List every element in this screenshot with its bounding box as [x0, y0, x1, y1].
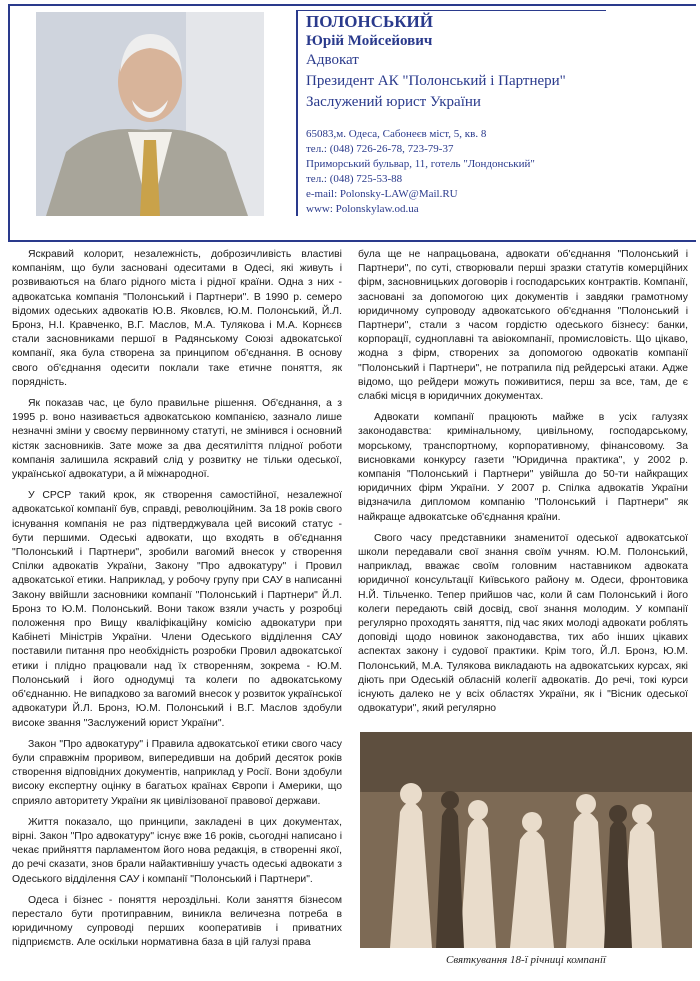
contact-phone: тел.: (048) 726-26-78, 723-79-37 [306, 143, 454, 155]
title-line: Президент АК "Полонський і Партнери" [306, 73, 566, 89]
article-paragraph: Адвокати компанії працюють майже в усіх галузях законодавства: кримінальному, цивільному, господарському, морському, транспортному, корпоративному, фінансовому. За висновками конкурсу газети "Юридична практика", у 2002 р. компанія "Полонський і Партнери" увійшла до 50-ти найкращих юридичних фірм України. У 2007 р. Спілка адвокатів України відзначила дипломом компанію "Полонський і Партнери" як найкраще адвокатське об'єднання країни. [358, 412, 688, 523]
article-paragraph: Як показав час, це було правильне рішення. Об'єднання, а з 1995 р. воно називається адвокатською компанією, зазнало лише незначні зміни у своєму первинному статуті, не змінився і основний кістяк засновників. Зате може за два десятиліття плідної роботи компанія залишила яскравий слід у розвитку не тільки одеської, української адвокатури, а й міжнародної. [12, 398, 342, 481]
header-left-rule [8, 4, 10, 242]
header-top-rule [8, 4, 696, 6]
header-bottom-rule [8, 240, 696, 242]
portrait-illustration [36, 12, 264, 216]
article-column-right [358, 248, 688, 724]
anniversary-photo [360, 732, 692, 948]
article-paragraph: Одеса і бізнес - поняття нероздільні. Коли заняття бізнесом перестало бути протиправним, виникла величезна потреба в юридичному супроводі перших кооперативів і приватних підприємств. Але оскільки нормативна база в цій галузі права [12, 894, 342, 949]
contact-email[interactable]: e-mail: Polonsky-LAW@Mail.RU [306, 188, 458, 200]
photo-caption: Святкування 18-ї річниці компанії [446, 954, 606, 966]
article-paragraph: У СРСР такий крок, як створення самостійної, незалежної адвокатської компанії був, справді, революційним. За 18 років свого існування компанія не раз підтверджувала цей високий статус - бути першими. Одеські адвокати, що входять в об'єднання "Полонський і Партнери", зробили вагомий внесок у створення Спілки адвокатів України, Закону "Про адвокатуру" і Провил адвокатської етики. Наприклад, у робочу групу при САУ в написанні Закону ввійшли засновники компанії "Полонський і Партнери" Й.Л. Бронз то Ю.М. Полонський. Вони також взяли участь у розробці положення про Вищу кваліфікаційну комісію адвокатури при Кабінеті Міністрів України. Члени Одеського відділення САУ поставили питання про необхідність розробки Провил адвокатської етики і плідно працювали над їх створенням, зокрема - Ю.М. Полонський і його однодумці та колеги по адвокатському об'єднанню. Не випадково за вагомий внесок у розвиток української адвокатури Й.Л. Бронз, Ю.М. Полонський і В.Г. Маслов здобули високе звання "Заслужений юрист України". [12, 490, 342, 729]
contact-address: Приморський бульвар, 11, готель "Лондонський" [306, 158, 535, 170]
title-line: Адвокат [306, 52, 359, 68]
last-name: ПОЛОНСЬКИЙ [306, 12, 434, 31]
contact-phone: тел.: (048) 725-53-88 [306, 173, 403, 185]
contact-block [296, 10, 606, 216]
contact-website[interactable]: www: Polonskylaw.od.ua [306, 203, 419, 215]
contact-address: 65083,м. Одеса, Сабонеєв міст, 5, кв. 8 [306, 128, 487, 140]
profile-header [0, 0, 700, 240]
article-column-left [12, 248, 342, 958]
portrait-photo [36, 12, 264, 216]
article-paragraph: була ще не напрацьована, адвокати об'єднання "Полонський і Партнери", по суті, створювали перші зразки статутів комерційних фірм, засновницьких договорів і господарських контрактів. Компанії, засновані за допомогою цих документів і завдяки грамотному юридичному супроводу адвокатського об'єднання "Полонський і Партнери", стали з часом гордістю одеського бізнесу: банки, корпорації, судноплавні та авіокомпанії, промисловість. Що цікаво, жодна з фірм, створених за допомогою одвокатів компанії "Полонський і Партнери", не потрапила під рейдерські атаки. Адже відомо, що рейдери можуть поживитися, перш за все, там, де є слабкі місця в юридичних документах. [358, 249, 688, 403]
article-paragraph: Свого часу представники знаменитої одеської адвокатської школи передавали свої знання своїм учням. Ю.М. Полонський, наприклад, вважає своїм головним наставником адвоката юридичної консультації Київського району м. Одеси, фронтовика Н.Й. Тільченко. Тепер прийшов час, коли й сам Полонський і його колеги передають свій досвід, свої знання молодим. У компанії регулярно проходять заняття, під час яких молоді адвокати роблять доповіді щодо новинок законодавства, тих або інших цікавих аспектах закону і судової практики. Крім того, Й.Л. Бронз, Ю.М. Полонський, М.А. Тулякова викладають на адвокатських курсах, які діють при Одеській обласній колегії адвокатів. До речі, токі курси існують далеко не у всіх областях України, як і "Вісник одеської одвокатури", який регулярно [358, 532, 688, 715]
article-paragraph: Життя показало, що принципи, закладені в цих документах, вірні. Закон "Про адвокатуру" існує вже 16 років, сьогодні написано і чекає прийняття парламентом його нова редакція, в створенні якої, до речі сказати, знов брали найактивнішу участь одеські адвокати з Одеського відділення САУ і компанії "Полонський і Партнери". [12, 816, 342, 885]
article-paragraph: Яскравий колорит, незалежність, доброзичливість властиві компаніям, що були засновані одеситами в Одесі, які живуть і розвиваються на благо рідного міста і рідної країни. Одна з них - адвокатська компанія "Полонський і Партнери". В 1990 р. семеро відомих одеських адвокатів Ю.В. Яковлєв, Ю.М. Полонський, Й.Л. Бронз, Н.І. Кравченко, В.Г. Маслов, М.А. Тулякова і М.А. Корнєєв стали засновниками першої в Радянському Союзі адвокатської компанії, яка була створена за принципом об'єднання. В основу свого об'єднання одесити поклали таке етичне поняття, як порядність. [12, 249, 342, 388]
anniversary-illustration [360, 732, 692, 948]
title-line: Заслужений юрист України [306, 94, 481, 110]
article-paragraph: Закон "Про адвокатуру" і Правила адвокатської етики свого часу були справжнім проривом, випередивши на добрий десяток років створення відповідних документів, наприклад у Росії. Вони здобули високу експертну оцінку в багатьох країнах Європи і Америки, що сприяло авторитету України як цивілізованої правової держави. [12, 738, 342, 807]
contacts-list [306, 127, 606, 217]
first-name: Юрій Мойсейович [306, 33, 433, 49]
